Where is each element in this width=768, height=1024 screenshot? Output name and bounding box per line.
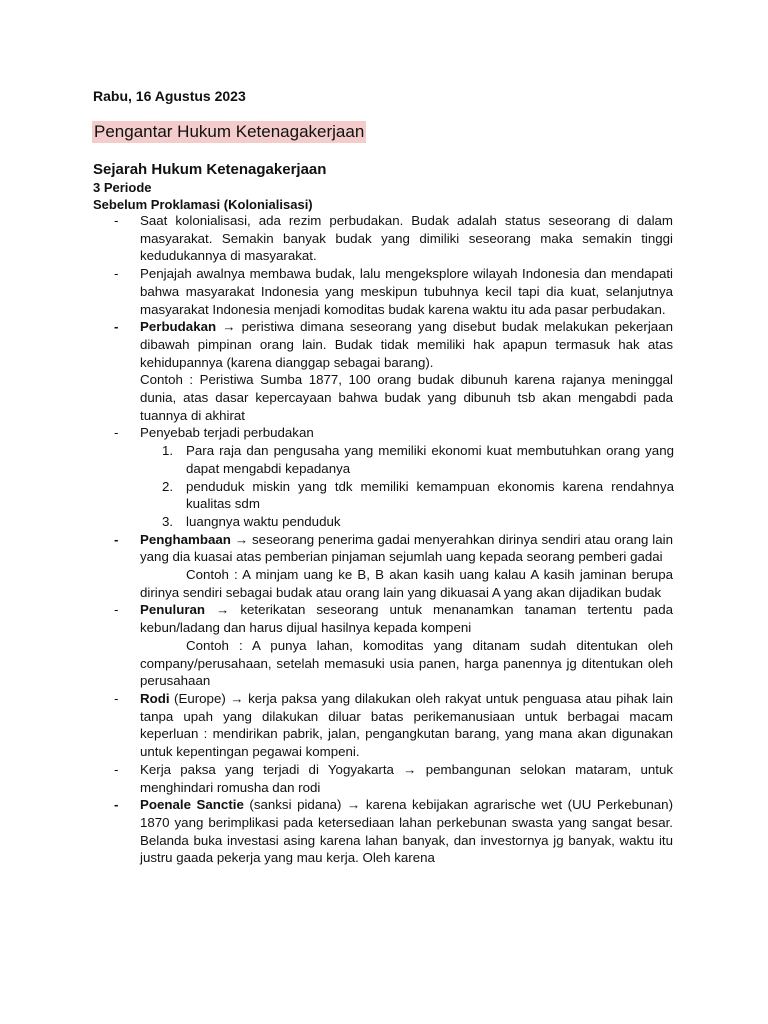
item-text: → peristiwa dimana seseorang yang disebut budak melakukan pekerjaan dibawah pimpinan orang lain. Budak tidak memiliki hak apapun termasuk hak atas kehidupannya (karena dianggap sebagai barang). <box>140 319 673 370</box>
bullet-dash: - <box>114 690 119 706</box>
example-text: Contoh : Peristiwa Sumba 1877, 100 orang budak dibunuh karena rajanya meninggal dunia, atas dasar kepercayaan bahwa budak yang dibunuh tsb akan mengabdi pada tuannya di akhirat <box>140 372 673 423</box>
list-item <box>0 424 673 442</box>
period-heading: Sebelum Proklamasi (Kolonialisasi) <box>93 197 313 212</box>
section-title: Sejarah Hukum Ketenagakerjaan <box>93 161 327 178</box>
page-title: Pengantar Hukum Ketenagakerjaan <box>94 122 365 141</box>
term-label: Perbudakan <box>140 319 217 335</box>
item-text: (Europe) → kerja paksa yang dilakukan oleh rakyat untuk penguasa atau pihak lain tanpa upah yang dilakukan diluar batas perikemanusiaan untuk berbagai macam keperluan : mendirikan pabrik, jalan, pengangkutan barang, yang mana akan digunakan untuk kepentingan pegawai kompeni. <box>140 690 673 760</box>
numbered-item <box>0 513 674 531</box>
item-text: Penjajah awalnya membawa budak, lalu mengeksplore wilayah Indonesia dan mendapati bahwa masyarakat Indonesia yang meskipun tubuhnya kecil tapi dia kuat, selanjutnya masyarakat Indonesia menjadi komoditas budak karena waktu itu ada pasar perbudakan. <box>140 266 673 317</box>
term-label: Penghambaan <box>140 531 231 547</box>
bullet-dash: - <box>114 213 119 228</box>
list-item <box>0 318 673 424</box>
bullet-dash: - <box>114 531 119 547</box>
numbered-item-text: penduduk miskin yang tdk memiliki kemampuan ekonomis karena rendahnya kualitas sdm <box>186 478 674 512</box>
bullet-dash: - <box>114 761 119 777</box>
bullet-dash: - <box>114 319 119 335</box>
term-label: Penuluran <box>140 602 206 618</box>
item-number: 2. <box>162 478 174 494</box>
list-item <box>0 265 673 318</box>
numbered-item <box>0 478 674 513</box>
periods-label: 3 Periode <box>93 180 152 195</box>
item-text: (sanksi pidana) → karena kebijakan agrarische wet (UU Perkebunan) 1870 yang berimplikasi pada ketersediaan lahan perkebunan swasta yang sangat besar. Belanda buka investasi asing karena lahan banyak, dan investornya jg banyak, waktu itu justru gaada pekerja yang mau kerja. Oleh karena <box>140 797 673 866</box>
bullet-dash: - <box>114 425 119 441</box>
item-number: 3. <box>162 513 174 529</box>
list-item <box>0 212 673 265</box>
numbered-item-text: luangnya waktu penduduk <box>186 513 341 529</box>
numbered-item-text: Para raja dan pengusaha yang memiliki ekonomi kuat membutuhkan orang yang dapat mengabdi kepadanya <box>186 443 674 476</box>
item-text: → seseorang penerima gadai menyerahkan dirinya sendiri atau orang lain yang dia kuasai atas pemberian pinjaman sejumlah uang kepada seorang pemberi gadai <box>140 531 673 565</box>
item-text: → keterikatan seseorang untuk menanamkan tanaman tertentu pada kebun/ladang dan harus dijual hasilnya kepada kompeni <box>140 602 673 636</box>
list-item <box>0 796 673 867</box>
causes-list <box>0 442 768 531</box>
example-text: Contoh : A punya lahan, komoditas yang ditanam sudah ditentukan oleh company/perusahaan, setelah memasuki usia panen, harga panennya jg ditentukan oleh perusahaan <box>140 637 673 689</box>
item-text: Kerja paksa yang terjadi di Yogyakarta → pembangunan selokan mataram, untuk menghindari romusha dan rodi <box>140 761 673 795</box>
list-item <box>0 601 673 690</box>
bullet-dash: - <box>114 797 119 813</box>
term-label: Rodi <box>140 690 170 706</box>
example-text: Contoh : A minjam uang ke B, B akan kasih uang kalau A kasih jaminan berupa dirinya sendiri sebagai budak atau orang lain yang dikuasai A yang akan dijadikan budak <box>140 567 673 600</box>
notes-list <box>0 212 768 867</box>
list-item <box>0 531 673 602</box>
note-date: Rabu, 16 Agustus 2023 <box>93 88 246 104</box>
list-item <box>0 761 673 796</box>
list-item <box>0 690 673 761</box>
term-label: Poenale Sanctie <box>140 797 244 813</box>
item-number: 1. <box>162 443 174 459</box>
bullet-dash: - <box>114 602 119 618</box>
item-text: Saat kolonialisasi, ada rezim perbudakan. Budak adalah status seseorang di dalam masyarakat. Semakin banyak budak yang dimiliki seseorang maka semakin tinggi kedudukannya di masyarakat. <box>140 213 673 264</box>
item-text: Penyebab terjadi perbudakan <box>140 425 314 441</box>
bullet-dash: - <box>114 266 119 282</box>
numbered-item <box>0 442 674 477</box>
